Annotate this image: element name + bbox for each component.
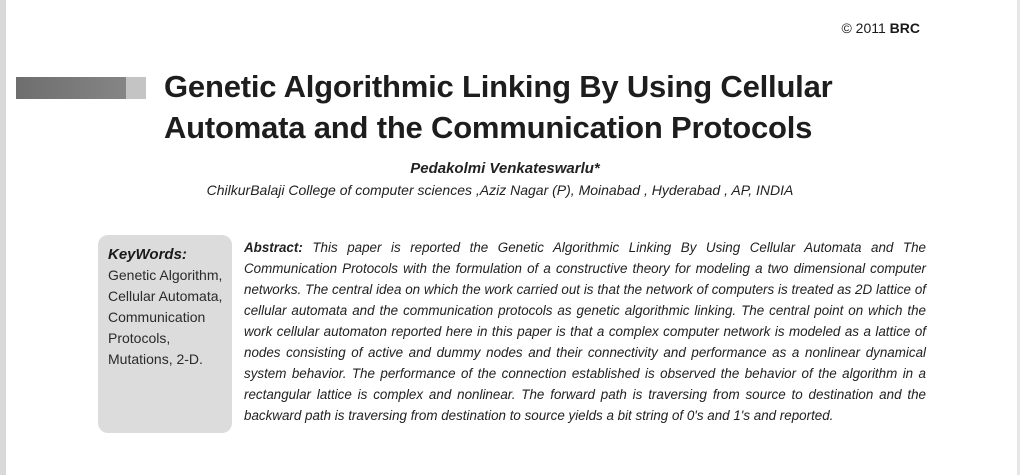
title-bar-light-segment [126,77,146,99]
author-name: Pedakolmi Venkateswarlu* [410,160,600,177]
copyright-org: BRC [889,20,920,36]
title-bar-dark-segment [16,77,126,99]
title-decoration-bar [16,77,146,99]
abstract-label: Abstract: [244,240,303,255]
abstract-text: This paper is reported the Genetic Algorithmic Linking By Using Cellular Automata and The Communication Protocols with the formulation of a constructive theory for modeling a two dimensional computer networks. The central idea on which the work carried out is that the network of computers is treated as 2D lattice of cellular automata and the communication protocols as genetic algorithmic linking. The central point on which the work cellular automaton reported here in this paper is that a complex computer network is modeled as a lattice of nodes consisting of active and dummy nodes and their connectivity and performance as a nonlinear dynamical system behavior. The performance of the connection established is observed the behavior of the algorithm in a rectangular lattice is complex and nonlinear. The forward path is traversing from source to destination and the backward path is traversing from destination to source yields a bit string of 0's and 1's and reported. [244,240,926,423]
keywords-list: Genetic Algorithm, Cellular Automata, Communication Protocols, Mutations, 2-D. [108,267,223,367]
keywords-heading: KeyWords: [108,246,187,263]
keywords-box [98,235,232,433]
paper-title: Genetic Algorithmic Linking By Using Cellular Automata and the Communication Protocols [164,69,833,145]
abstract-paragraph [244,237,926,426]
author-affiliation: ChilkurBalaji College of computer sciences ,Aziz Nagar (P), Moinabad , Hyderabad , AP, INDIA [206,182,794,198]
copyright-prefix: © 2011 [841,20,886,36]
copyright-notice [841,20,920,36]
page-left-border [0,0,6,475]
